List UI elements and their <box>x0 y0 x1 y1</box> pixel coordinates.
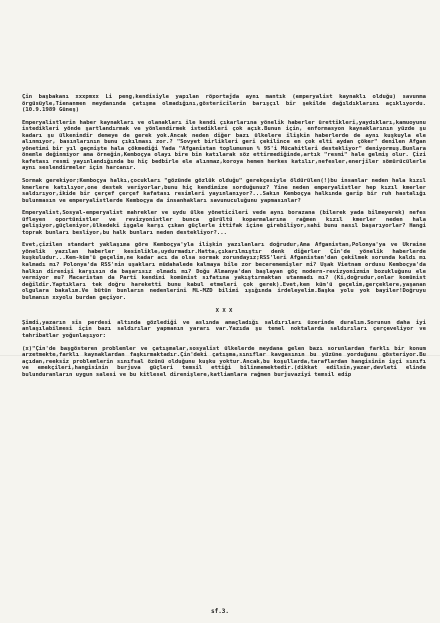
paragraph-3: Sormak gerekiyor;Kemboçya halkı,çocukları "gözünde gözlük olduğu" gerekçesiyle öldürülen(!)bu insanlar neden hala kızıl kmerlere katılıyor,one destek veriyorlar,bunu hiç kendimize sorduğunuz? Yine neden emperyalistler hep kızıl kmerler saldırıyor,ikide bir çerçef çerçef kafatası resimleri yayınlanıyor?...Sakın Kemboçya halkında garip bir ruh hastalığı bulunmasın ve emperyalistlerde Kemboçya da insanhakları savunuculuğunu yapmasınlar? <box>22 178 426 204</box>
paragraph-7: (x)"Çin'de başgösteren problemler ve çatışmalar,sosyalist ülkelerde meydana gelen bazı sorunlardan farklı bir konum arzetmekte,farklı kaynaklardan faşkırmaktadır.Çin'deki çatışma,sınıflar kavgasının bu yüzüne yorduğunu gösteriyor.Bu açıdan,reeksiz problemlerin sınıfsal özünü olduğunu kuşku yoktur.Ancak,bu koşullarda,taraflardan hangisinin işçi sınıfı ve emekçileri,hangisinin burjuva güçleri temsil ettiği bilinmemektedir.(dikkat edilsin,yazar,devleti elinde bulunduranların uygun salesi ve bu kitlesel direnişlere,katliamlara rağmen burjuvaziyi temsil edip <box>22 345 426 378</box>
paragraph-6: Şimdi,yazarın sis perdesi altında gözlediği ve aslında amaçladığı saldırıları üzerinde duralım.Sorunun daha iyi anlaşılabilmesi için bazı saldırılar yapmanın yararı var.Yazıda şu temel noktalarda saldırıları çerçeveliyor ve tahribatlar yoğunlaşıyor: <box>22 319 426 339</box>
section-separator: X X X <box>215 308 233 315</box>
body-text <box>22 94 426 384</box>
paragraph-1: Çin başbakanı xxxpmxx Li peng,kendisiyle yapılan röportajda aynı mantık (emperyalist kaynaklı olduğu) savunma örgüsüyle,Tienanmen meydanında çatışma olmadığını,göstericilerin barışçıl bir şekilde dağıldıklarını açıklıyordu.(10.9.1989 Güneş) <box>22 94 426 114</box>
paragraph-2: Emperyalistlerin haber kaynakları ve olanakları ile kendi çıkarlarına yönelik haberler ürettikleri,yaydıkları,kamuoyunu istedikleri yönde şartlandırmak ve yönlendirmek istedikleri çok açık.Bunun için, enformasyon kaynaklarının yüzde şu kadarı şu ülkenindir demeye de gerek yok.Ancak neden diğer bazı ülkelere ilişkin haberlerde de aynı kuşkuyla ele alınmıyor, basınlarının bunu çıkılması zor.? "Sovyet birlikleri geri çekilince en çok elti aydan çöker" denilen Afgan yönetimi bir yıl geçmişte hala çökmediği Yada "Afganistan toplumunun % 95'i Mücahitleri destekliyor" deniyormuş.Bunlara önemle değinmiyor ama örneğin,Kemboçya olayı bire bin katılarak söz ettirmediğinde,artık "resmi" hale gelmiş olur. Çizi kafetası resmi yayınlandığında bu hiç bedbirle ele alınmaz,koroya hemen herkes katılır,nefesler,enerjiler sömürücülerle aynı seslendirmeler için harcanır. <box>22 119 426 172</box>
page-number: sf.3. <box>210 608 230 615</box>
paragraph-4: Emperyalist,Sosyal-emperyalist mahrekler ve uydu ülke yöneticileri vede aynı borazana (bilerek yada bilmeyerek) nefes üfleyen oportünistler ve revizyonistler bunca gürültü koparmalarına rağmen kızıl kmerler neden hala gelişiyor,güçleniyor,ülkedeki işgale karşı çıkan güçlerle ittifak içine girebiliyor,sahi bunu nasıl başarıyorlar? Hangi toprak bunları besliyor,bu halk bunları neden destekliyor?... <box>22 210 426 236</box>
paragraph-5: Evet,çizilen standart yaklaşıma göre Kemboçya'yla ilişkin yazılanları doğrudur,Ama Afganistan,Polonya'ya ve Ukraine yönelik yazılan haberler kesinlikle,uydurmadır.Hatta,çıkarılmıştır denk diğerler Çin'de yönelik haberlerde kuşkuludur...Kem-küm'ü geçelim,ne kadar acı da olsa sormak zorundayız;RSS'leri Afganistan'dan çekilmek sorunda kaldı mı kalmadı mı? Polonya'da RSS'nin uşakları müdahalede kalmaya bile zor becerememişler mi? Uşak Vietnam ordusu Kemboçya'da halkın direnişi karşısın da başarısız olmadı mı? Doğu Almanya'dan başlayan göç modern-revizyonizmin bozukluğunu ele vermiyor mu? Macaristan da Parti kendini komünist sıfatına yakıştırmaktan utanmadı mı? (Ki,doğrudur,onlar komünist değildir.Yaptıkları tek doğru hareketti bunu kabul etmeleri çok gerek).Evet,kem küm'ü geçelim,gerçeklere,yaşanan olgulara bakalım.Ve bütün bunların nedenlerini ML-MZD bilimi ışığında irdeleyelim.Başka yolu yok bayiler!Doğruyu bulmanın xxyolu burdan geçiyor. <box>22 242 426 301</box>
